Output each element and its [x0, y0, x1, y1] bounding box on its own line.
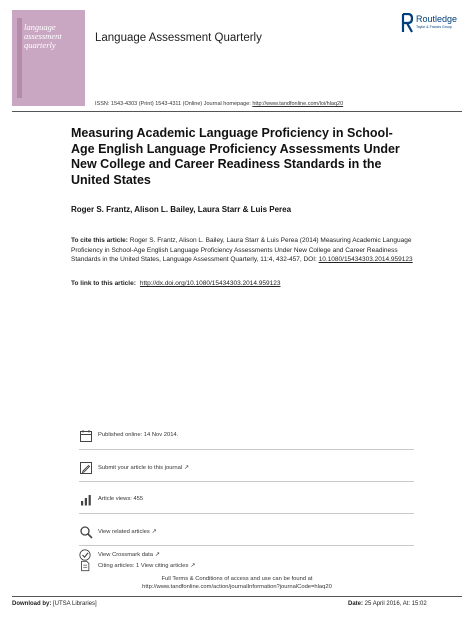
publisher-logo: [401, 13, 467, 35]
footer-terms-link[interactable]: http://www.tandfonline.com/action/journalInformation?journalCode=hlaq20: [142, 584, 332, 590]
article-views-text: Article views: 455: [98, 496, 144, 502]
citing-articles-row[interactable]: [79, 560, 339, 572]
published-online-text: Published online: 14 Nov 2014.: [98, 432, 179, 438]
cover-stripe: [17, 18, 22, 98]
crossmark-text[interactable]: View Crossmark data ↗: [98, 552, 161, 558]
article-title: Measuring Academic Language Proficiency in School-Age English Language Proficiency Assessments Under New College and Career Readiness Standards in the United States: [71, 126, 400, 187]
divider: [79, 513, 414, 514]
publisher-tagline: Taylor & Francis Group: [416, 25, 452, 29]
related-articles-text[interactable]: View related articles ↗: [98, 529, 157, 535]
external-link-icon: ↗: [154, 552, 161, 558]
submit-article-text[interactable]: Submit your article to this journal ↗: [98, 465, 190, 471]
citation-block: [71, 236, 421, 265]
external-link-icon: ↗: [190, 563, 196, 569]
citation-label: To cite this article:: [71, 237, 128, 244]
link-label: To link to this article:: [71, 280, 136, 287]
routledge-r-icon: [401, 13, 413, 33]
document-icon: [79, 560, 91, 572]
published-online-row: [79, 429, 339, 443]
issn-text: ISSN: 1543-4303 (Print) 1543-4311 (Online) Journal homepage:: [95, 101, 253, 107]
magnifier-icon: [79, 525, 93, 539]
journal-cover: [12, 10, 85, 106]
journal-name: Language Assessment Quarterly: [95, 32, 262, 44]
footer-terms: [0, 575, 474, 591]
issn-line: [95, 101, 343, 107]
publisher-name: Routledge: [416, 14, 458, 24]
download-date-value: 25 April 2016, At: 15:02: [363, 601, 427, 607]
divider: [79, 449, 414, 450]
footer-terms-line: Full Terms & Conditions of access and use can be found at: [161, 576, 313, 582]
download-date: [348, 601, 427, 607]
downloaded-by-label: Download by:: [12, 601, 52, 607]
downloaded-by: [12, 601, 97, 607]
article-link-line: [71, 280, 281, 287]
citation-doi-link[interactable]: 10.1080/15434303.2014.959123: [318, 256, 413, 263]
footer-divider: [12, 596, 462, 597]
journal-homepage-link[interactable]: http://www.tandfonline.com/loi/hlaq20: [252, 101, 344, 107]
article-views-row: [79, 493, 339, 507]
divider: [79, 481, 414, 482]
downloaded-by-value: [UTSA Libraries]: [51, 601, 97, 607]
calendar-icon: [79, 429, 93, 443]
citation-text: Roger S. Frantz, Alison L. Bailey, Laura Starr & Luis Perea (2014) Measuring Academic Language Proficiency in School-Age English Language Proficiency Assessments Under New College and Career Readiness Standards in the United States, Language Assessment Quarterly, 11:4, 432-457, DOI:: [71, 237, 412, 263]
pencil-icon: [79, 461, 93, 475]
bar-chart-icon: [79, 493, 93, 507]
external-link-icon: ↗: [184, 465, 190, 471]
download-date-label: Date:: [348, 601, 364, 607]
header-divider: [12, 111, 462, 112]
article-authors: Roger S. Frantz, Alison L. Bailey, Laura Starr & Luis Perea: [71, 205, 292, 214]
cover-title: language assessment quarterly: [24, 22, 62, 50]
related-articles-row[interactable]: [79, 525, 339, 539]
divider: [79, 545, 414, 546]
article-doi-link[interactable]: http://dx.doi.org/10.1080/15434303.2014.959123: [139, 280, 281, 287]
citing-articles-text[interactable]: Citing articles: 1 View citing articles ↗: [98, 563, 196, 569]
external-link-icon: ↗: [151, 529, 157, 535]
submit-article-row[interactable]: [79, 461, 339, 475]
